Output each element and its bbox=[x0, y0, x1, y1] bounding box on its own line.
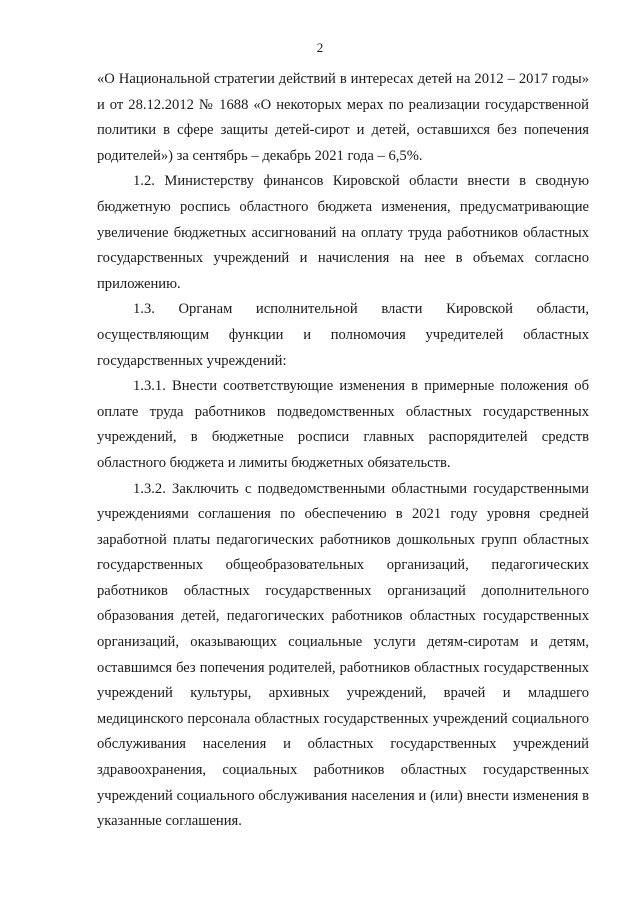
text-line: государственных общеобразовательных организаций, педагогических bbox=[97, 557, 589, 574]
document-body bbox=[97, 67, 589, 835]
text-line: организаций, оказывающих социальные услуги детям-сиротам и детям, bbox=[97, 634, 589, 651]
text-line: бюджетную роспись областного бюджета изменения, предусматривающие bbox=[97, 198, 589, 215]
text-line: медицинского персонала областных государственных учреждений социального bbox=[97, 710, 589, 727]
paragraph bbox=[97, 374, 589, 476]
text-line: здравоохранения, социальных работников областных государственных bbox=[97, 762, 589, 779]
paragraph bbox=[97, 67, 589, 169]
text-line: 1.3.2. Заключить с подведомственными областными государственными bbox=[133, 480, 589, 497]
text-line: «О Национальной стратегии действий в интересах детей на 2012 – 2017 годы» bbox=[97, 71, 589, 87]
text-line: 1.3.1. Внести соответствующие изменения в примерные положения об bbox=[133, 378, 589, 395]
text-line: указанные соглашения. bbox=[97, 813, 242, 830]
text-line: областного бюджета и лимиты бюджетных обязательств. bbox=[97, 454, 451, 471]
text-line: заработной платы педагогических работников дошкольных групп областных bbox=[97, 531, 589, 548]
page-number: 2 bbox=[316, 40, 324, 55]
paragraph bbox=[97, 169, 589, 297]
text-line: политики в сфере защиты детей-сирот и детей, оставшихся без попечения bbox=[97, 122, 589, 139]
text-line: государственных учреждений и начисления на нее в объемах согласно bbox=[97, 250, 589, 267]
text-line: работников областных государственных организаций дополнительного bbox=[97, 582, 589, 599]
text-line: учреждениями соглашения по обеспечению в 2021 году уровня средней bbox=[97, 506, 589, 523]
text-line: 1.2. Министерству финансов Кировской области внести в сводную bbox=[133, 173, 589, 190]
text-line: приложению. bbox=[97, 275, 181, 292]
text-line: оплате труда работников подведомственных областных государственных bbox=[97, 403, 589, 420]
text-line: обслуживания населения и областных государственных учреждений bbox=[97, 736, 589, 753]
text-line: государственных учреждений: bbox=[97, 352, 287, 369]
text-line: учреждений, в бюджетные росписи главных распорядителей средств bbox=[97, 429, 589, 446]
text-line: оставшимся без попечения родителей, работников областных государственных bbox=[97, 659, 589, 676]
paragraph bbox=[97, 297, 589, 374]
text-line: и от 28.12.2012 № 1688 «О некоторых мерах по реализации государственной bbox=[97, 96, 589, 113]
text-line: осуществляющим функции и полномочия учредителей областных bbox=[97, 326, 589, 343]
paragraph bbox=[97, 477, 589, 835]
text-line: учреждений социального обслуживания населения и (или) внести изменения в bbox=[97, 787, 589, 804]
text-line: увеличение бюджетных ассигнований на оплату труда работников областных bbox=[97, 224, 589, 241]
text-line: образования детей, педагогических работников областных государственных bbox=[97, 608, 589, 625]
text-line: учреждений культуры, архивных учреждений, врачей и младшего bbox=[97, 685, 589, 702]
text-line: родителей») за сентябрь – декабрь 2021 года – 6,5%. bbox=[97, 147, 423, 164]
text-line: 1.3. Органам исполнительной власти Кировской области, bbox=[133, 301, 589, 318]
